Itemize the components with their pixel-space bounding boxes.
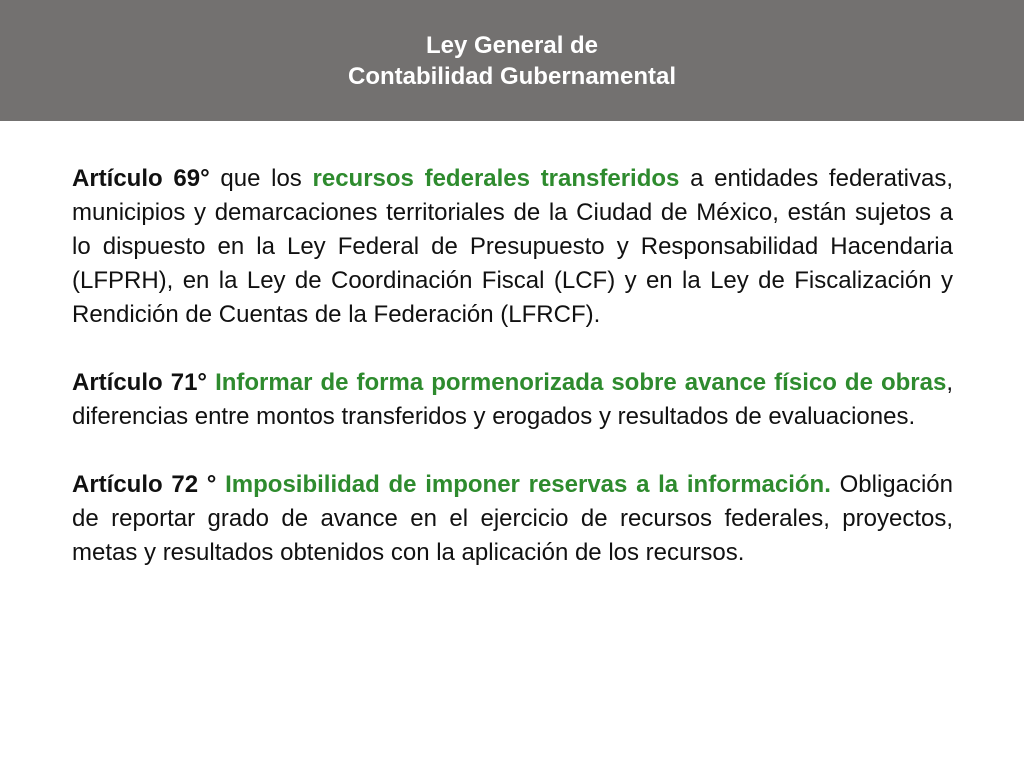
article-69-paragraph [72,162,953,332]
article-72-highlight: Imposibilidad de imponer reservas a la información. [225,471,831,498]
article-69-highlight: recursos federales transferidos [312,165,680,192]
article-72-label: Artículo 72 ° [72,471,217,498]
article-69-label: Artículo 69° [72,165,210,192]
article-71-paragraph [72,366,953,434]
article-72-text: Obligación de reportar grado de avance en el ejercicio de recursos federales, proyectos, metas y resultados obtenidos con la aplicación de los recursos. [72,471,954,566]
article-69-text: a entidades federativas, municipios y demarcaciones territoriales de la Ciudad de México, están sujetos a lo dispuesto en la Ley Federal de Presupuesto y Responsabilidad Hacendaria (LFPRH), en la Ley de Coordinación Fiscal (LCF) y en la Ley de Fiscalización y Rendición de Cuentas de la Federación (LFRCF). [72,165,953,328]
slide-body [72,162,953,604]
slide-title-line-2: Contabilidad Gubernamental [347,62,677,90]
article-71-highlight: Informar de forma pormenorizada sobre avance físico de obras [215,369,947,396]
article-72-paragraph [72,468,953,570]
title-bar [0,0,1024,121]
article-71-label: Artículo 71° [72,369,208,396]
article-71-text: , diferencias entre montos transferidos y erogados y resultados de evaluaciones. [72,369,953,430]
article-72-lead [216,471,225,498]
article-69-lead: que los [209,165,313,192]
slide-title-line-1: Ley General de [425,31,599,59]
article-71-lead [207,369,215,396]
